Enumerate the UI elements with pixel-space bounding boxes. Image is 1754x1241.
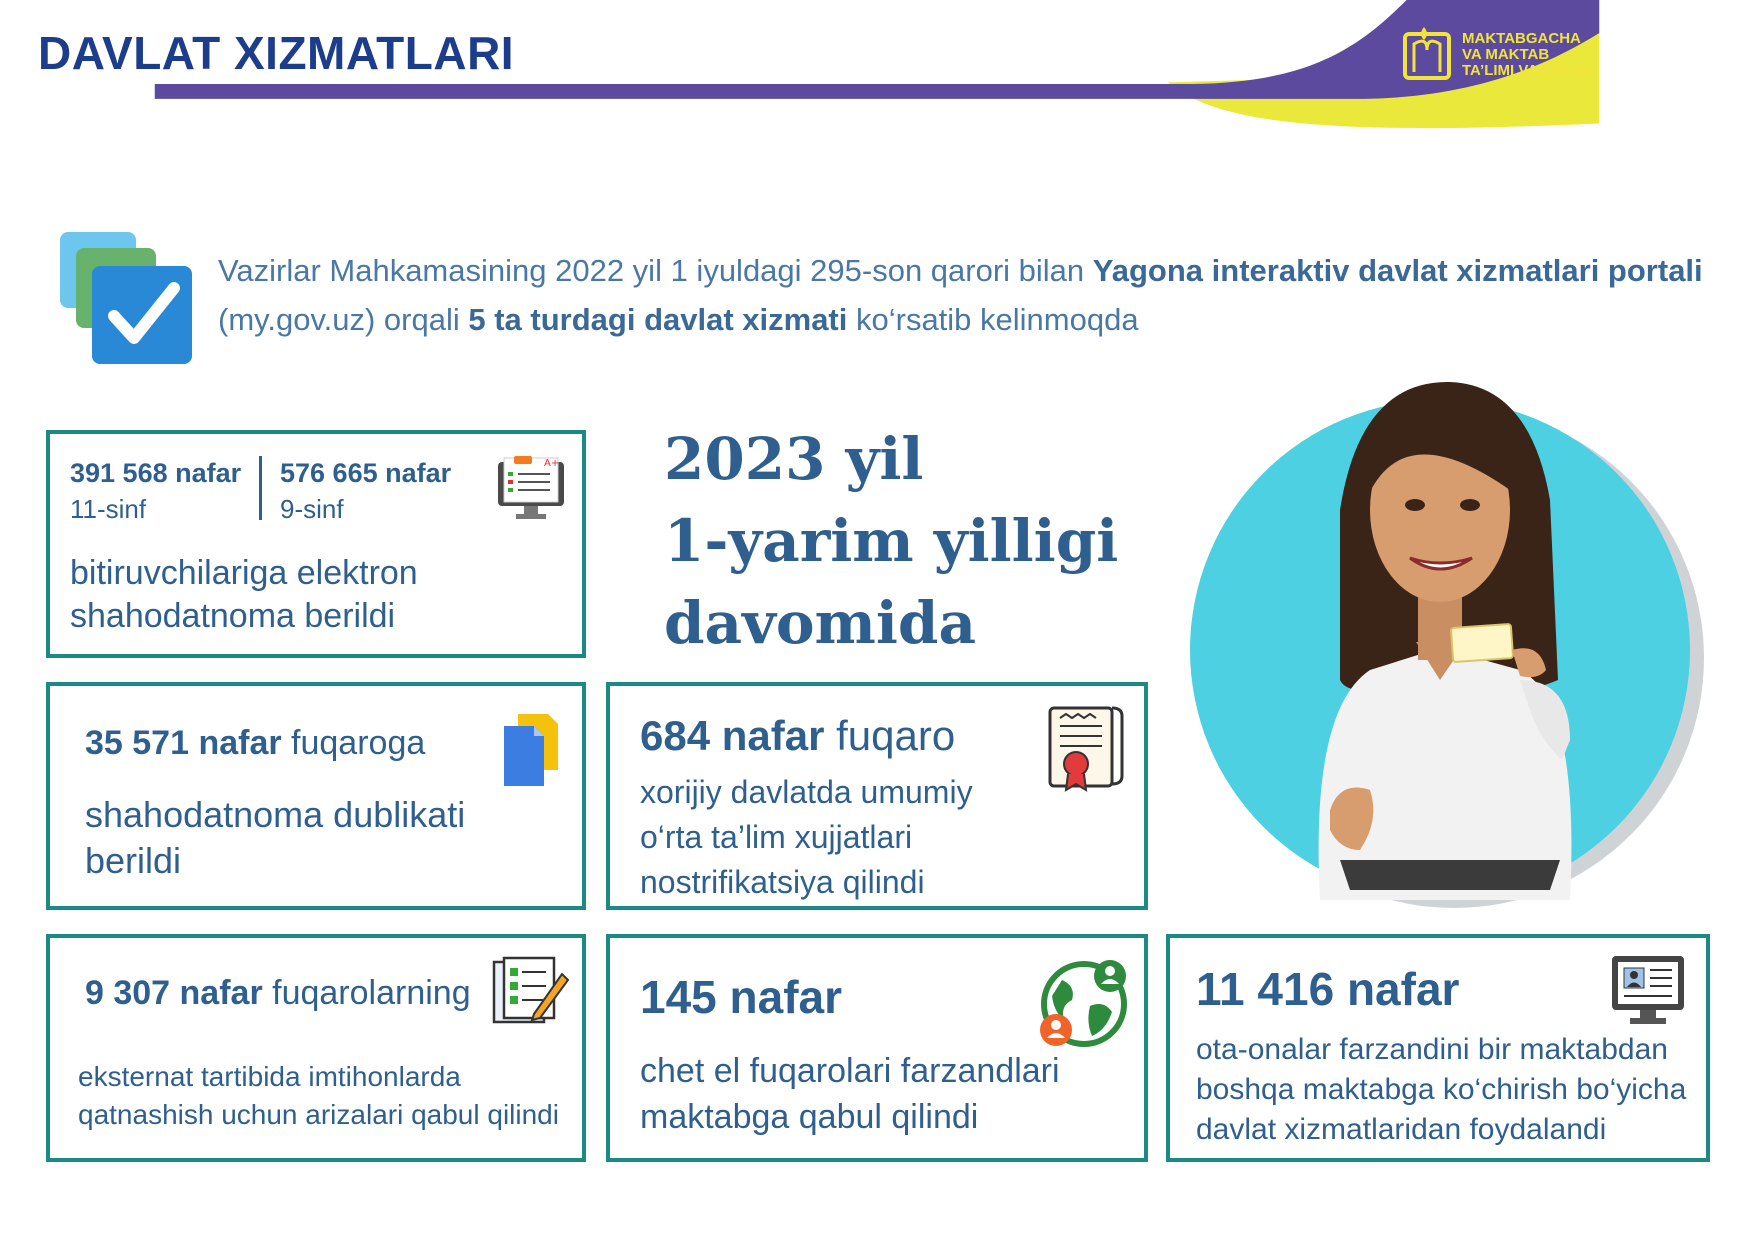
ministry-name [1462, 31, 1591, 79]
description-line: chet el fuqarolari farzandlari [640, 1052, 1060, 1090]
school-transfer-card [1166, 934, 1710, 1162]
ministry-name-line: VA MAKTAB [1462, 46, 1550, 63]
nostrification-count: 684 nafar [640, 712, 825, 759]
intro-part: ko‘rsatib kelinmoqda [847, 302, 1139, 337]
transfer-count: 11 416 nafar [1196, 963, 1460, 1015]
description-line: eksternat tartibida imtihonlarda [78, 1061, 461, 1092]
page-title: DAVLAT XIZMATLARI [38, 27, 515, 79]
woman-with-card-illustration [1190, 380, 1710, 920]
graduates-card [46, 430, 586, 658]
grade9-label: 9-sinf [280, 494, 344, 524]
grade9-count: 576 665 nafar [280, 458, 452, 488]
description-line: shahodatnoma dublikati [85, 794, 466, 835]
ministry-logo-icon [1402, 24, 1454, 82]
portal-name: Yagona interaktiv davlat xizmatlari portali [1092, 253, 1703, 288]
external-description [78, 1058, 559, 1134]
svg-text:A+: A+ [544, 458, 560, 469]
monitor-profile-icon [1610, 954, 1686, 1028]
description-line: maktabga qabul qilindi [640, 1098, 979, 1136]
nostrification-description [640, 770, 973, 905]
nostrification-card [606, 682, 1148, 910]
intro-part: (my.gov.uz) orqali [218, 302, 469, 337]
graduates-description [70, 552, 418, 638]
description-line: boshqa maktabga ko‘chirish bo‘yicha [1196, 1073, 1687, 1106]
external-heading [85, 974, 471, 1013]
external-exam-card [46, 934, 586, 1162]
grade11-count: 391 568 nafar [70, 458, 242, 488]
checklist-icon [58, 230, 198, 366]
duplicate-description [85, 792, 465, 884]
ministry-name-line: TA’LIMI VAZIRLIGI [1462, 62, 1592, 79]
duplicate-count: 35 571 nafar [85, 724, 282, 762]
transfer-description [1196, 1030, 1686, 1150]
description-line: qatnashish uchun arizalari qabul qilindi [78, 1099, 559, 1130]
duplicate-subject: fuqaroga [291, 724, 426, 762]
ministry-name-line: MAKTABGACHA [1462, 30, 1581, 47]
description-line: shahodatnoma berildi [70, 597, 396, 635]
nostrification-subject: fuqaro [836, 712, 956, 759]
grade11-label: 11-sinf [70, 494, 147, 524]
description-line: davlat xizmatlaridan foydalandi [1196, 1113, 1607, 1146]
external-count: 9 307 nafar [85, 974, 263, 1012]
description-line: ota-onalar farzandini bir maktabdan [1196, 1033, 1668, 1066]
certificate-icon [1046, 704, 1124, 792]
description-line: berildi [85, 840, 182, 881]
headline-line: 1-yarim yilligi [664, 507, 1119, 575]
period-headline [664, 418, 1118, 664]
monitor-checklist-icon [496, 456, 566, 522]
intro-text [218, 246, 1718, 344]
external-subject: fuqarolarning [272, 974, 471, 1012]
description-line: o‘rta ta’lim xujjatlari [640, 819, 913, 855]
divider [259, 456, 262, 520]
duplicate-heading [85, 724, 425, 763]
duplicate-card [46, 682, 586, 910]
foreign-description [640, 1048, 1060, 1140]
foreign-count: 145 nafar [640, 971, 843, 1023]
headline-line: 2023 yil [664, 425, 924, 493]
nostrification-heading [640, 712, 955, 760]
description-line: nostrifikatsiya qilindi [640, 864, 925, 900]
service-count: 5 ta turdagi davlat xizmati [468, 302, 848, 337]
checklist-pencil-icon [490, 956, 570, 1026]
foreign-students-card [606, 934, 1148, 1162]
description-line: bitiruvchilariga elektron [70, 554, 418, 592]
documents-icon [500, 712, 562, 788]
description-line: xorijiy davlatda umumiy [640, 774, 973, 810]
headline-line: davomida [664, 589, 977, 657]
intro-part: Vazirlar Mahkamasining 2022 yil 1 iyuldagi 295-son qarori bilan [218, 253, 1093, 288]
globe-users-icon [1034, 956, 1134, 1052]
